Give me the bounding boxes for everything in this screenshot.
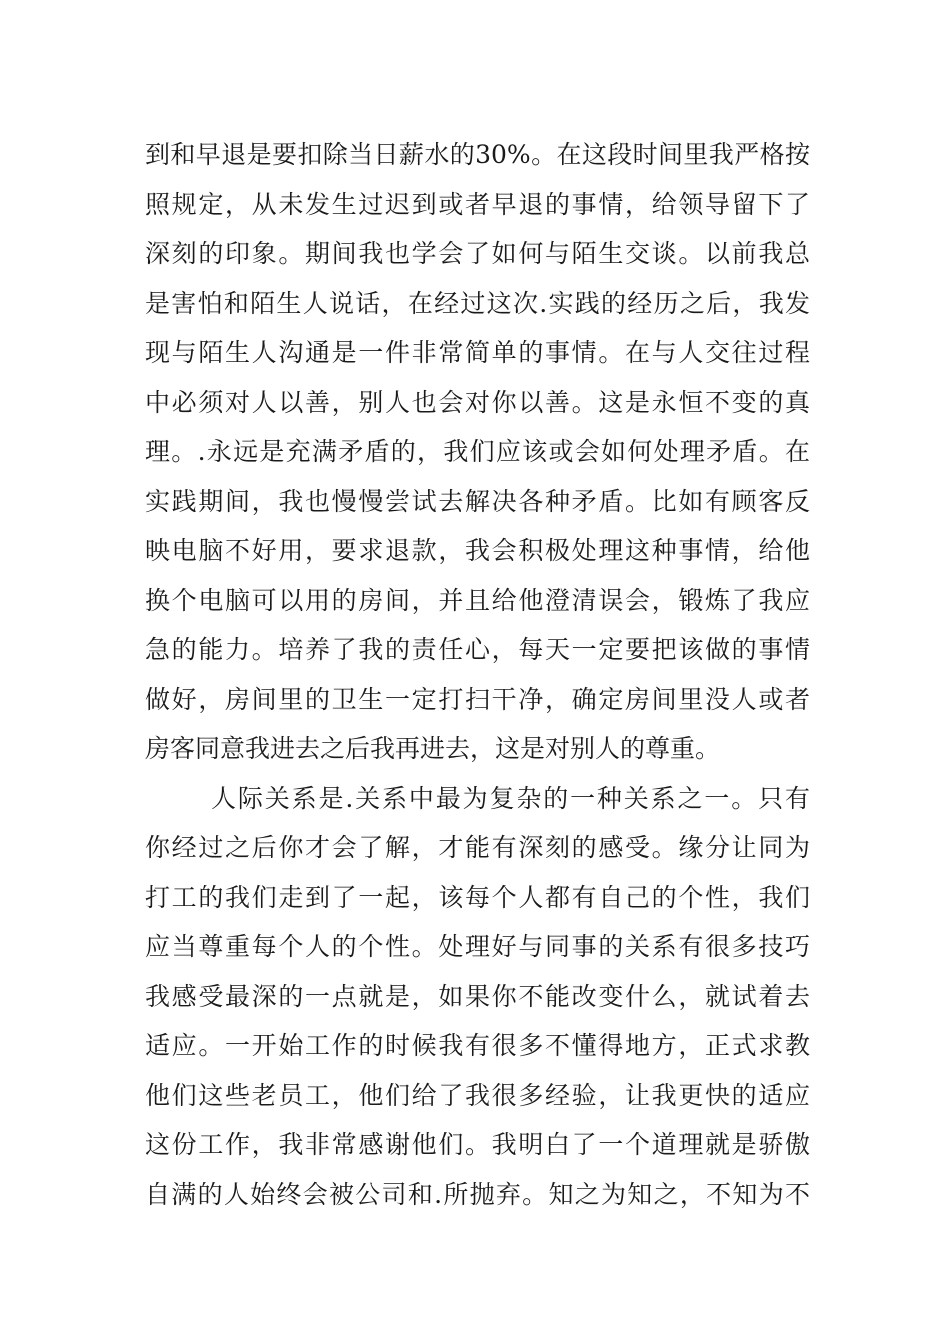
text-line: 我感受最深的一点就是，如果你不能改变什么，就试着去 — [145, 981, 810, 1011]
text-line: 是害怕和陌生人说话，在经过这次.实践的经历之后，我发 — [145, 288, 810, 318]
paragraph-1 — [145, 130, 810, 774]
text-line: 映电脑不好用，要求退款，我会积极处理这种事情，给他 — [145, 536, 810, 565]
text-line: 你经过之后你才会了解，才能有深刻的感受。缘分让同为 — [145, 833, 810, 862]
text-line: 自满的人始终会被公司和.所抛弃。知之为知之，不知为不 — [145, 1179, 810, 1209]
text-line: 现与陌生人沟通是一件非常简单的事情。在与人交往过程 — [145, 338, 810, 367]
text-line: 做好，房间里的卫生一定打扫干净，确定房间里没人或者 — [145, 684, 810, 714]
text-line: 急的能力。培养了我的责任心，每天一定要把该做的事情 — [145, 635, 810, 664]
body-text — [145, 130, 810, 1219]
text-line: 实践期间，我也慢慢尝试去解决各种矛盾。比如有顾客反 — [145, 486, 810, 516]
text-line: 换个电脑可以用的房间，并且给他澄清误会，锻炼了我应 — [145, 585, 810, 615]
paragraph-2 — [145, 774, 810, 1220]
text-line: 房客同意我进去之后我再进去，这是对别人的尊重。 — [145, 734, 721, 763]
text-line: 打工的我们走到了一起，该每个人都有自己的个性，我们 — [145, 882, 810, 912]
text-line: 他们这些老员工，他们给了我很多经验，让我更快的适应 — [145, 1080, 810, 1110]
text-line: 应当尊重每个人的个性。处理好与同事的关系有很多技巧 — [145, 932, 810, 961]
text-line: 深刻的印象。期间我也学会了如何与陌生交谈。以前我总 — [145, 239, 810, 268]
text-line: 人际关系是.关系中最为复杂的一种关系之一。只有 — [211, 783, 810, 813]
text-line: 照规定，从未发生过迟到或者早退的事情，给领导留下了 — [145, 189, 810, 219]
text-line: 中必须对人以善，别人也会对你以善。这是永恒不变的真 — [145, 387, 810, 417]
text-line: 适应。一开始工作的时候我有很多不懂得地方，正式求教 — [145, 1031, 810, 1060]
text-line: 理。.永远是充满矛盾的，我们应该或会如何处理矛盾。在 — [145, 437, 810, 466]
text-line: 到和早退是要扣除当日薪水的30%。在这段时间里我严格按 — [145, 140, 810, 169]
text-line: 这份工作，我非常感谢他们。我明白了一个道理就是骄傲 — [145, 1130, 810, 1159]
